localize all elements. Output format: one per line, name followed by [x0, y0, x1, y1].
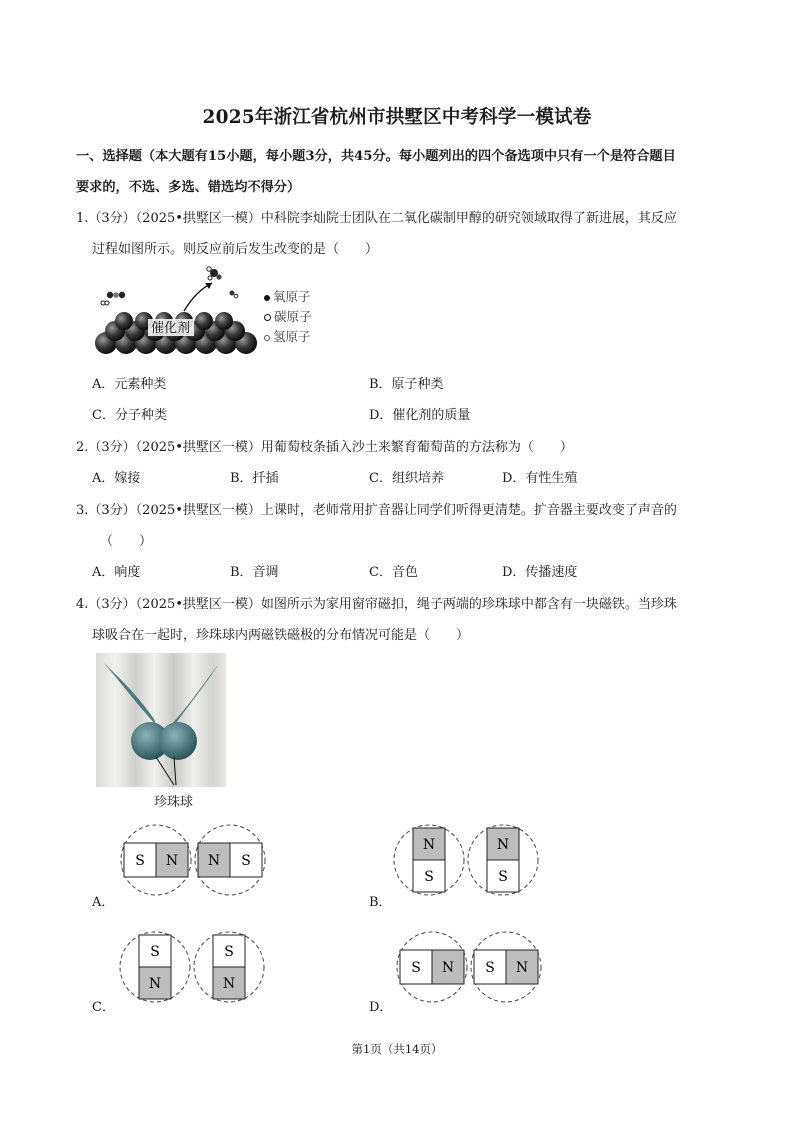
q1-option-c[interactable]: C．分子种类 — [92, 408, 167, 423]
magnet-pole-label: S — [241, 853, 251, 869]
q1-option-a[interactable]: A．元素种类 — [92, 377, 167, 392]
magnet-pole-label: N — [165, 853, 179, 869]
q4-option-a[interactable]: A． — [92, 895, 115, 910]
q4-stem-line2: 球吸合在一起时，珍珠球内两磁铁磁极的分布情况可能是（ ） — [92, 628, 470, 643]
q3-option-a[interactable]: A．响度 — [92, 565, 141, 580]
q1-stem-line1: 1.（3分）（2025•拱墅区一模）中科院李灿院士团队在二氧化碳制甲醇的研究领域取得了新进展，其反应 — [76, 211, 677, 226]
q1-option-d[interactable]: D．催化剂的质量 — [369, 408, 471, 423]
q2-stem: 2.（3分）（2025•拱墅区一模）用葡萄枝条插入沙土来繁育葡萄苗的方法称为（ ） — [76, 440, 573, 455]
q3-option-c[interactable]: C．音色 — [369, 565, 418, 580]
q4-option-d[interactable]: D． — [369, 1000, 393, 1015]
co2-molecule-icon — [107, 292, 125, 298]
q2-option-b[interactable]: B．扦插 — [230, 471, 279, 486]
q4-option-d-diagram[interactable] — [394, 929, 554, 1005]
magnet-pole-label: N — [441, 960, 455, 976]
page-title: 2025年浙江省杭州市拱墅区中考科学一模试卷 — [202, 107, 592, 128]
magnet-pole-label: N — [496, 837, 510, 853]
q1-option-b[interactable]: B．原子种类 — [369, 377, 444, 392]
q4-option-a-diagram[interactable] — [118, 822, 278, 898]
magnet-pole-label: N — [515, 960, 529, 976]
catalyst-atom — [195, 312, 213, 330]
q4-option-b-diagram[interactable] — [391, 822, 551, 898]
methanol-molecule-icon — [207, 267, 222, 280]
q4-option-c-diagram[interactable] — [117, 929, 277, 1005]
q4-stem-line1: 4.（3分）（2025•拱墅区一模）如图所示为家用窗帘磁扣，绳子两端的珍珠球中都含有一块磁铁。当珍珠 — [76, 597, 677, 612]
catalyst-atom — [215, 312, 233, 330]
section-heading-line1: 一、选择题（本大题有15小题，每小题3分，共45分。每小题列出的四个备选项中只有一个是符合题目 — [76, 149, 676, 164]
q3-option-d[interactable]: D．传播速度 — [502, 565, 578, 580]
magnet-pole-label: N — [207, 853, 221, 869]
q2-option-c[interactable]: C．组织培养 — [369, 471, 444, 486]
magnet-pole-label: N — [148, 976, 162, 992]
q1-stem-line2: 过程如图所示。则反应前后发生改变的是（ ） — [92, 242, 379, 257]
page-footer: 第1页（共14页） — [351, 1042, 443, 1056]
magnet-pole-label: S — [411, 960, 421, 976]
catalyst-label: 催化剂 — [151, 321, 191, 336]
q3-option-b[interactable]: B．音调 — [230, 565, 279, 580]
q1-reaction-figure — [92, 265, 332, 360]
catalyst-atom — [115, 312, 133, 330]
q2-option-a[interactable]: A．嫁接 — [92, 471, 141, 486]
carbon-circle-icon — [264, 314, 271, 321]
legend-oxygen: 氧原子 — [264, 287, 311, 305]
oxygen-dot-icon — [264, 295, 270, 301]
q3-stem-line1: 3.（3分）（2025•拱墅区一模）上课时，老师常用扩音器让同学们听得更清楚。扩音器主要改变了声音的 — [76, 503, 677, 518]
q4-option-b[interactable]: B． — [369, 895, 392, 910]
curtain-clip-photo — [96, 653, 226, 787]
magnet-pole-label: S — [150, 944, 160, 960]
legend-hydrogen: 氢原子 — [264, 327, 311, 345]
section-heading-line2: 要求的，不选、多选、错选均不得分） — [76, 180, 301, 195]
hydrogen-circle-icon — [264, 335, 270, 341]
magnet-pole-label: N — [422, 837, 436, 853]
magnet-pole-label: S — [135, 853, 145, 869]
magnet-pole-label: S — [224, 944, 234, 960]
photo-caption: 珍珠球 — [154, 795, 194, 810]
q3-stem-line2: （ ） — [100, 534, 153, 549]
magnet-pole-label: S — [485, 960, 495, 976]
magnet-pole-label: N — [222, 976, 236, 992]
q4-option-c[interactable]: C． — [92, 1000, 115, 1015]
legend-carbon: 碳原子 — [264, 307, 312, 325]
q2-option-d[interactable]: D．有性生殖 — [502, 471, 578, 486]
magnet-pole-label: S — [498, 869, 508, 885]
magnet-pole-label: S — [424, 869, 434, 885]
